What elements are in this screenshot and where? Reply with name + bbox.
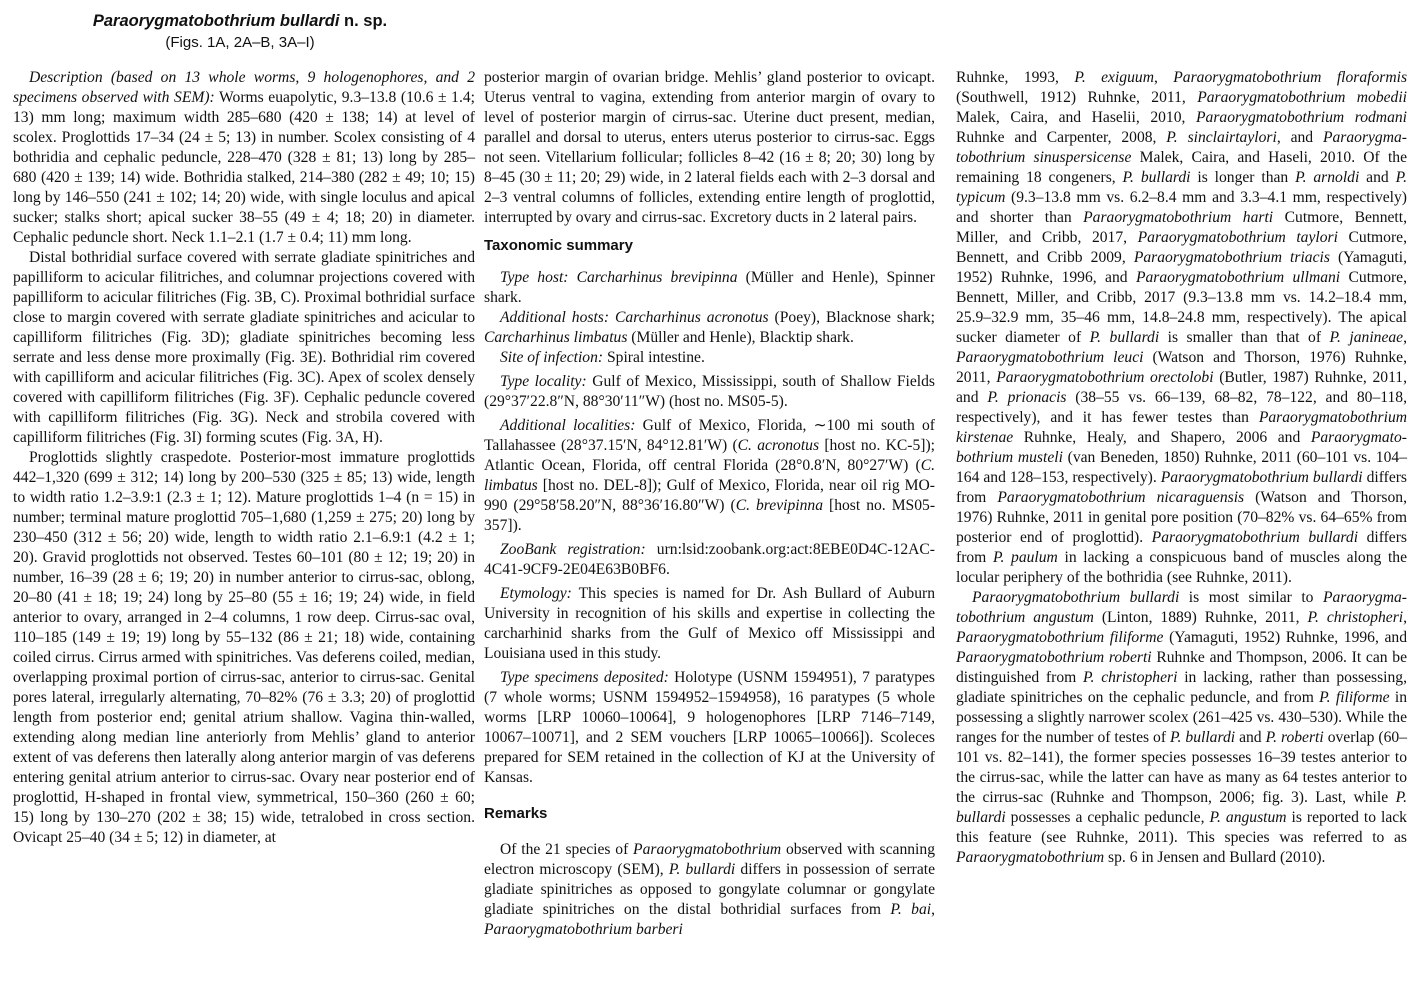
italic-text: Type locality: xyxy=(500,373,587,390)
paragraph xyxy=(484,540,935,580)
text-run: Cutmore, Bennett, and Cribb 2009, xyxy=(956,229,1407,266)
italic-text: P. bullardi xyxy=(668,861,736,878)
text-run: Ruhnke, 1993, xyxy=(956,69,1075,86)
italic-text: Etymology: xyxy=(500,585,572,602)
italic-text: C. acronotus xyxy=(737,437,820,454)
column-right xyxy=(956,68,1407,868)
paragraph xyxy=(13,248,475,448)
italic-text: Site of infection: xyxy=(500,349,604,366)
text-run: Ruhnke and Carpenter, 2008, xyxy=(956,129,1167,146)
text-run: Cutmore, Bennett, Miller, and Cribb, 2017 (9.3–13.8 mm vs. 14.2–18.4 mm, 25.9–32.9 mm, 35–46 mm, 14.8–24.8 mm, respectively). The apical sucker diameter of xyxy=(956,269,1407,346)
italic-text: P. bullardi xyxy=(1170,729,1236,746)
text-run: , xyxy=(1403,609,1407,626)
text-run: posterior margin of ovarian bridge. Mehlis’ gland posterior to ovicapt. Uterus ventral to vagina, extending from anterior margin of ovary to level of posterior margin of cirrus-sac. Uterine duct present, median, parallel and dorsal to uterus, enters uterus posterior to cirrus-sac. Eggs not seen. Vitellarium follicular; follicles 8–42 (16 ± 8; 20; 30) long by 8–45 (30 ± 11; 20; 29) wide, in 2 lateral fields each with 2–3 dorsal and 2–3 ventral columns of follicles, extending entire length of proglottid, interrupted by ovary and cirrus-sac. Excretory ducts in 2 lateral pairs. xyxy=(484,69,935,226)
text-run: in lacking a conspicuous band of muscles along the locular periphery of the bothridia (see Ruhnke, 2011). xyxy=(956,549,1407,586)
italic-text: C. brevipinna xyxy=(735,497,823,514)
text-run: is smaller than that of xyxy=(1159,329,1330,346)
paragraph xyxy=(484,68,935,228)
paragraph xyxy=(484,372,935,412)
taxonomic-summary xyxy=(484,268,935,788)
paragraph xyxy=(484,584,935,664)
italic-text: P. sinclairtaylori xyxy=(1166,129,1277,146)
italic-text: P. paulum xyxy=(992,549,1058,566)
text-run: in lacking, rather than possessing, gladiate spinitriches on the cephalic peduncle, and from xyxy=(956,669,1408,706)
text-run: Worms euapolytic, 9.3–13.8 (10.6 ± 1.4; 13) mm long; maximum width 285–680 (420 ± 138; 14) at level of scolex. Proglottids 17–34 (24 ± 5; 13) in number. Scolex consisting of 4 bothridia and cephalic peduncle, 228–470 (328 ± 81; 13) long by 285–680 (420 ± 139; 14) wide. Bothridia stalked, 214–380 (282 ± 49; 10; 15) long by 146–550 (241 ± 102; 14; 20) wide, with single loculus and apical sucker; stalks short; apical sucker 38–55 (49 ± 4; 18; 20) in diameter. Cephalic peduncle short. Neck 1.1–2.1 (1.7 ± 0.4; 11) mm long. xyxy=(13,89,475,246)
text-run: (Watson and Thorson, 1976) Ruhnke, 2011 in genital pore position (70–82% vs. 64–65% from posterior end of proglottid). xyxy=(956,489,1407,546)
italic-text: Paraorygmatobothrium nicaraguensis xyxy=(997,489,1245,506)
paragraph xyxy=(484,416,935,536)
italic-text: Paraorygmatobothrium bullardi xyxy=(1151,529,1359,546)
italic-text: Paraorygmatobothrium mobedii xyxy=(1197,89,1407,106)
text-run: Cutmore, Bennett, Miller, and Cribb, 2017, xyxy=(956,209,1407,246)
italic-text: Paraorygmatobothrium filiforme xyxy=(956,629,1164,646)
italic-text: P. roberti xyxy=(1265,729,1324,746)
italic-text: P. bullardi xyxy=(1089,329,1160,346)
paragraph xyxy=(484,668,935,788)
remarks xyxy=(484,840,935,940)
description-continuation xyxy=(484,68,935,228)
italic-text: Paraorygmatobothrium leuci xyxy=(956,349,1144,366)
text-run: in possessing a slightly narrower scolex (261–425 vs. 430–530). While the ranges for the number of testes of xyxy=(956,689,1407,746)
text-run: Gulf of Mexico, Mississippi, south of Shallow Fields (29°37′22.8″N, 88°30′11″W) (host no. MS05-5). xyxy=(484,373,935,410)
paragraph xyxy=(484,268,935,308)
italic-text: Paraorygmatobothrium roberti xyxy=(956,649,1152,666)
text-run: (9.3–13.8 mm vs. 6.2–8.4 mm and 3.3–4.1 mm, respectively) and shorter than xyxy=(956,189,1407,226)
italic-text: Paraorygmatobothrium ullmani xyxy=(1135,269,1341,286)
text-run: observed with scanning electron microscopy (SEM), xyxy=(484,841,935,878)
italic-text: Paraorygmatobothrium rodmani xyxy=(1196,109,1407,126)
text-run: is reported to lack this feature (see Ruhnke, 2011). This species was referred to as xyxy=(956,809,1407,846)
text-run: differs from xyxy=(956,529,1407,566)
italic-text: P. bullardi xyxy=(1122,169,1191,186)
text-run: and xyxy=(1235,729,1266,746)
text-run: , xyxy=(1153,69,1174,86)
italic-text: P. typicum xyxy=(956,169,1407,206)
text-run: Malek, Caira, and Haselii, 2010, xyxy=(956,109,1196,126)
text-run: (38–55 vs. 66–139, 68–82, 78–122, and 80–118, respectively), and it has fewer testes than xyxy=(956,389,1407,426)
italic-text: C. limbatus xyxy=(484,457,935,494)
italic-text: Description (based on 13 whole worms, 9 hologenophores, and 2 specimens observed with SEM): xyxy=(13,69,475,106)
text-run: Gulf of Mexico, Florida, ∼100 mi south of Tallahassee (28°37.15′N, 84°12.81′W) ( xyxy=(484,417,935,454)
italic-text: Paraorygmatobothrium bullardi xyxy=(1160,469,1363,486)
text-run: sp. 6 in Jensen and Bullard (2010). xyxy=(1104,849,1326,866)
italic-text: Paraorygmatobothrium triacis xyxy=(1133,249,1330,266)
text-run: Ruhnke and Thompson, 2006. It can be distinguished from xyxy=(956,649,1407,686)
species-header xyxy=(0,10,480,53)
text-run: (Yamaguti, 1952) Ruhnke, 1996, and xyxy=(1163,629,1408,646)
text-run: (Butler, 1987) Ruhnke, 2011, and xyxy=(956,369,1407,406)
column-left xyxy=(13,68,475,848)
text-run: (Southwell, 1912) Ruhnke, 2011, xyxy=(956,89,1198,106)
italic-text: Paraorygmatobothrium taylori xyxy=(1137,229,1338,246)
text-run: Distal bothridial surface covered with serrate gladiate spinitriches and papilliform to acicular filitriches, and columnar projections covered with papilliform to acicular filitriches (Fig. 3B, C). Proximal bothridial surface close to margin covered with serrate gladiate spinitriches and acicular to capilliform filitriches (Fig. 3D); gladiate spinitriches becoming less serrate and less dense more proximally (Fig. 3E). Bothridial rim covered with capilliform and acicular filitriches (Fig. 3C). Apex of scolex densely covered with capilliform filitriches (Fig. 3F). Cephalic peduncle covered with capilliform filitriches (Fig. 3G). Neck and strobila covered with capilliform filitriches (Fig. 3I) forming scutes (Fig. 3A, H). xyxy=(13,249,475,446)
text-run: overlap (60–101 vs. 82–141), the former species possesses 16–39 testes anterior to the cirrus-sac, while the latter can have as many as 64 testes anterior to the cirrus-sac (Ruhnke and Thompson, 2006; fig. 3). Last, while xyxy=(956,729,1408,806)
text-run: (Linton, 1889) Ruhnke, 2011, xyxy=(1093,609,1308,626)
text-run: (Müller and Henle), Blacktip shark. xyxy=(627,329,854,346)
italic-text: Paraorygmatobothrium xyxy=(956,849,1105,866)
paragraph xyxy=(13,68,475,248)
italic-text: P. bullardi xyxy=(956,789,1407,826)
text-run: differs in possession of serrate gladiate spinitriches as opposed to gongylate columnar or gongylate gladiate spinitriches on the distal bothridial surfaces from xyxy=(484,861,936,918)
text-run: differs from xyxy=(956,469,1407,506)
text-run: Holotype (USNM 1594951), 7 paratypes (7 whole worms; USNM 1594952–1594958), 16 paratypes (5 whole worms [LRP 10060–10064], 9 hologenophores [LRP 7146–7149, 10067–10071], and 2 SEM vouchers [LRP 10065–10066]). Scoleces prepared for SEM retained in the collection of KJ at the University of Kansas. xyxy=(484,669,935,786)
italic-text: P. christopheri xyxy=(1307,609,1404,626)
text-run: Proglottids slightly craspedote. Posterior-most immature proglottids 442–1,320 (699 ± 312; 14) long by 200–530 (325 ± 85; 13) wide, length to width ratio 1.2–3.9:1 (2.3 ± 1; 12). Mature proglottids 1–4 (n = 15) in number; terminal mature proglottid 705–1,680 (1,259 ± 275; 20) long by 230–450 (312 ± 56; 20) wide, length to width ratio 2.1–6.9:1 (4.2 ± 1; 20). Gravid proglottids not observed. Testes 60–101 (80 ± 12; 19; 20) in number, 16–39 (28 ± 6; 19; 20) in number anterior to cirrus-sac, oblong, 20–80 (41 ± 18; 19; 24) long by 25–80 (55 ± 16; 19; 24) wide, in field anterior to ovary, arranged in 2–4 columns, 1 row deep. Cirrus-sac oval, 110–185 (149 ± 19; 19) long by 55–132 (86 ± 21; 18) wide, containing coiled cirrus. Cirrus armed with spinitriches. Vas deferens coiled, median, overlapping proximal portion of cirrus-sac, anterior to cirrus-sac. Genital pores lateral, irregularly alternating, 70–82% (76 ± 3.3; 20) of proglottid length from posterior end; genital atrium shallow. Vagina thin-walled, extending along median line anteriorly from Mehlis’ gland to anterior extent of vas deferens then laterally along anterior margin of vas deferens entering genital atrium anterior to cirrus-sac. Ovary near posterior end of proglottid, H-shaped in frontal view, symmetrical, 150–360 (260 ± 60; 15) long by 130–270 (202 ± 38; 15) wide, tetralobed in cross section. Ovicapt 25–40 (34 ± 5; 12) in diameter, at xyxy=(13,449,475,846)
text-run: Malek, Caira, and Haseli, 2010. Of the remaining 18 congeners, xyxy=(956,149,1407,186)
text-run: (van Beneden, 1850) Ruhnke, 2011 (60–101 vs. 104–164 and 128–153, respectively). xyxy=(956,449,1407,486)
paragraph xyxy=(13,448,475,848)
text-run: [host no. MS05-357]). xyxy=(484,497,936,534)
text-run: possesses a cephalic peduncle, xyxy=(1005,809,1210,826)
species-title xyxy=(0,10,480,32)
text-run: Of the 21 species of xyxy=(500,841,634,858)
column-middle xyxy=(484,68,935,940)
italic-text: Paraorygmatobothrium xyxy=(633,841,782,858)
italic-text: Type specimens deposited: xyxy=(500,669,669,686)
text-run: (Poey), Blacknose shark; xyxy=(768,309,936,326)
paragraph xyxy=(484,840,935,940)
italic-text: P. angustum xyxy=(1209,809,1287,826)
italic-text: Paraorygmatobothrium musteli xyxy=(956,429,1407,466)
text-run: is longer than xyxy=(1190,169,1296,186)
italic-text: P. exiguum xyxy=(1074,69,1154,86)
text-run: is most similar to xyxy=(1179,589,1323,606)
paragraph xyxy=(484,308,935,348)
text-run: urn:lsid:zoobank.org:act:8EBE0D4C-12AC-4C41-9CF9-2E04E63B0BF6. xyxy=(484,541,935,578)
paragraph xyxy=(956,68,1407,588)
paragraph xyxy=(956,588,1407,868)
text-run: (Yamaguti, 1952) Ruhnke, 1996, and xyxy=(956,249,1408,286)
text-run: Spiral intestine. xyxy=(603,349,705,366)
text-run: (Müller and Henle), Spinner shark. xyxy=(484,269,935,306)
figure-references: (Figs. 1A, 2A–B, 3A–I) xyxy=(165,34,315,51)
italic-text: P. filiforme xyxy=(1319,689,1390,706)
text-run: (Watson and Thorson, 1976) Ruhnke, 2011, xyxy=(956,349,1408,386)
italic-text: Paraorygmatobothrium barberi xyxy=(484,921,683,938)
italic-text: P. bai xyxy=(890,901,932,918)
text-run: Ruhnke, Healy, and Shapero, 2006 and xyxy=(1013,429,1311,446)
text-run: and xyxy=(1359,169,1396,186)
heading-remarks: Remarks xyxy=(484,805,548,822)
italic-text: Paraorygmatobothrium floraformis xyxy=(1173,69,1408,86)
italic-text: P. christopheri xyxy=(1083,669,1178,686)
text-run: , xyxy=(931,901,935,918)
new-species-marker: n. sp. xyxy=(339,12,388,30)
paragraph xyxy=(484,348,935,368)
italic-text: P. prionacis xyxy=(987,389,1067,406)
italic-text: Paraorygmatobothrium angustum xyxy=(956,589,1407,626)
italic-text: P. arnoldi xyxy=(1295,169,1360,186)
text-run: , xyxy=(1403,329,1407,346)
text-run: This species is named for Dr. Ash Bullard of Auburn University in recognition of his skills and expertise in collecting the carcharhinid sharks from the Gulf of Mexico off Mississippi and Louisiana used in this study. xyxy=(484,585,935,662)
italic-text: Paraorygmatobothrium harti xyxy=(1083,209,1274,226)
italic-text: Paraorygmatobothrium sinuspersicense xyxy=(956,129,1407,166)
italic-text: ZooBank registration: xyxy=(500,541,646,558)
heading-taxonomic-summary: Taxonomic summary xyxy=(484,237,633,254)
italic-text: Paraorygmatobothrium bullardi xyxy=(972,589,1180,606)
italic-text: Type host: Carcharhinus brevipinna xyxy=(500,269,738,286)
text-run: , and xyxy=(1276,129,1323,146)
species-name: Paraorygmatobothrium bullardi xyxy=(92,12,340,30)
text-run: [host no. KC-5]); Atlantic Ocean, Florida, off central Florida (28°0.8′N, 80°27′W) ( xyxy=(484,437,936,474)
italic-text: Additional hosts: Carcharhinus acronotus xyxy=(500,309,769,326)
italic-text: Paraorygmatobothrium kirstenae xyxy=(956,409,1407,446)
italic-text: Paraorygmatobothrium orectolobi xyxy=(996,369,1214,386)
text-run: [host no. DEL-8]); Gulf of Mexico, Florida, near oil rig MO-990 (29°58′58.20″N, 88°36′16.80″W) ( xyxy=(484,477,935,514)
italic-text: P. janineae xyxy=(1329,329,1404,346)
italic-text: Additional localities: xyxy=(500,417,636,434)
italic-text: Carcharhinus limbatus xyxy=(484,329,628,346)
